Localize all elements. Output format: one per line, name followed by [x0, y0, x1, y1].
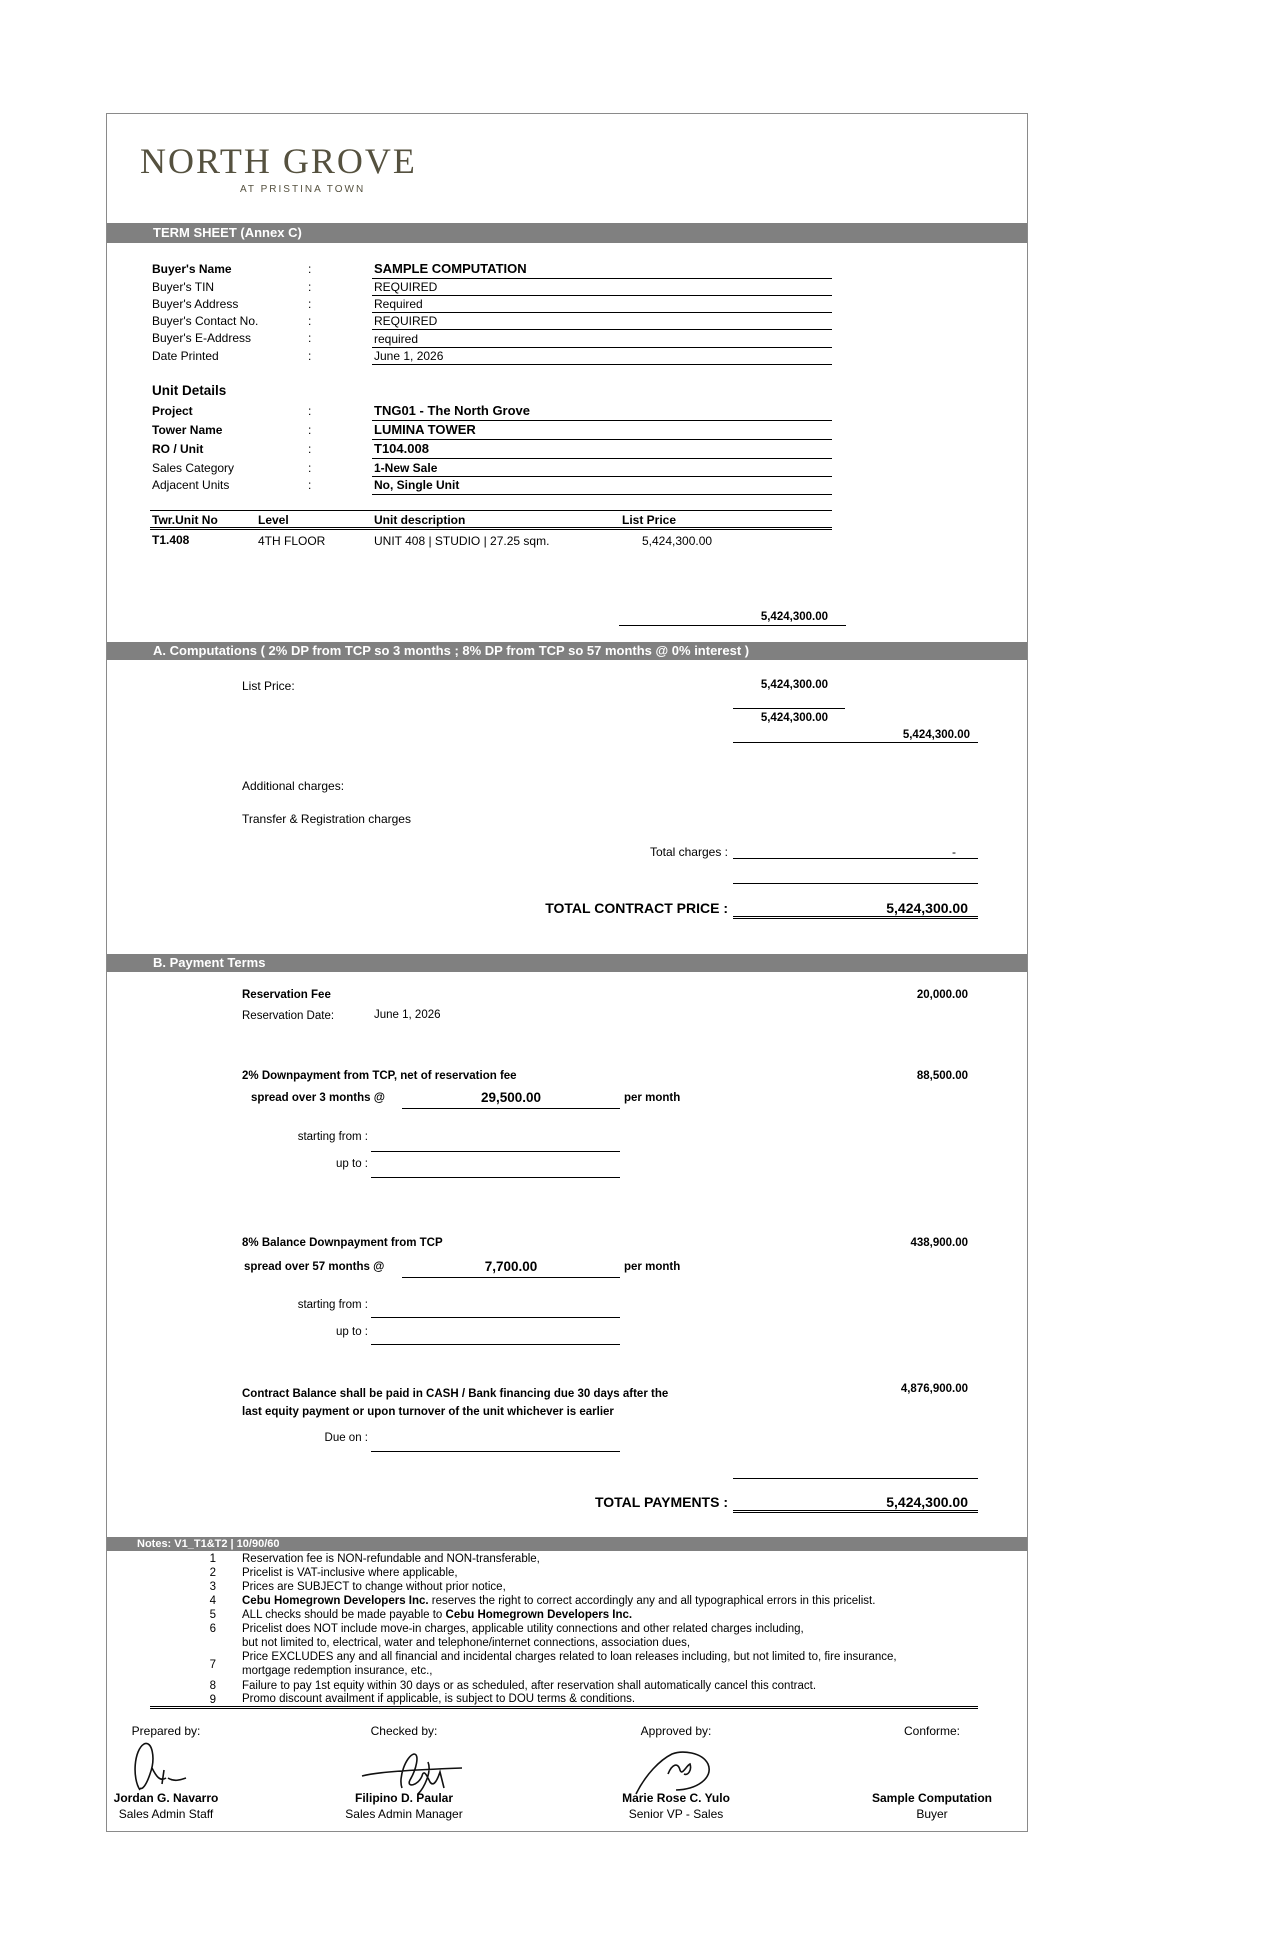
reservation-fee-value: 20,000.00 [916, 989, 968, 1001]
colon: : [308, 297, 312, 311]
note-text [242, 1609, 632, 1621]
total-contract-price-label: TOTAL CONTRACT PRICE : [545, 900, 728, 916]
note-text: Price EXCLUDES any and all financial and incidental charges related to loan releases including, but not limited to, fire insurance, [242, 1651, 897, 1663]
approved-by-label: Approved by: [640, 1724, 712, 1738]
colon: : [308, 349, 312, 363]
buyer-name-value: SAMPLE COMPUTATION [374, 261, 527, 276]
approver-name: Marie Rose C. Yulo [622, 1791, 730, 1805]
colon: : [308, 314, 312, 328]
date-printed-value: June 1, 2026 [374, 349, 444, 363]
sales-category-label: Sales Category [152, 461, 235, 475]
note-number: 1 [209, 1553, 216, 1565]
net-price-value: 5,424,300.00 [902, 729, 970, 741]
buyer-contact-label: Buyer's Contact No. [152, 314, 259, 328]
note-number: 8 [209, 1680, 216, 1692]
downpayment-2pct-value: 88,500.00 [916, 1070, 968, 1082]
colon: : [308, 331, 312, 345]
table-header-list-price: List Price [622, 513, 677, 527]
buyer-contact-value: REQUIRED [374, 314, 438, 328]
dp2-per-month: per month [624, 1261, 681, 1273]
row-level: 4TH FLOOR [258, 534, 326, 548]
colon: : [308, 442, 312, 456]
colon: : [308, 262, 312, 276]
note-text: Pricelist does NOT include move-in charges, applicable utility connections and other related charges including, [242, 1623, 804, 1635]
logo-tagline: AT PRISTINA TOWN [240, 184, 366, 195]
adjacent-units-label: Adjacent Units [152, 478, 230, 492]
preparer-title: Sales Admin Staff [118, 1807, 214, 1821]
buyer-address-value: Required [374, 297, 423, 311]
contract-balance-line1: Contract Balance shall be paid in CASH / Bank financing due 30 days after the [242, 1388, 669, 1400]
row-list-price: 5,424,300.00 [642, 534, 713, 548]
buyer-tin-value: REQUIRED [374, 280, 438, 294]
total-payments-label: TOTAL PAYMENTS : [594, 1494, 728, 1510]
company-name: Cebu Homegrown Developers Inc. [242, 1595, 429, 1607]
table-header-description: Unit description [374, 513, 466, 527]
list-price-label: List Price: [242, 679, 295, 693]
list-price-subtotal: 5,424,300.00 [760, 712, 828, 724]
total-contract-price-value: 5,424,300.00 [886, 900, 968, 916]
ro-unit-value: T104.008 [374, 441, 429, 456]
payment-terms-header: B. Payment Terms [107, 954, 1027, 972]
note-text-cont: mortgage redemption insurance, etc., [242, 1665, 433, 1677]
due-on-label: Due on : [324, 1432, 368, 1444]
note-text-start: ALL checks should be made payable to [242, 1609, 446, 1621]
note-text: Reservation fee is NON-refundable and NON-transferable, [242, 1553, 540, 1565]
computations-header: A. Computations ( 2% DP from TCP so 3 months ; 8% DP from TCP so 57 months @ 0% interest ) [107, 642, 1027, 660]
note-number: 6 [209, 1623, 216, 1635]
downpayment-8pct-value: 438,900.00 [910, 1237, 968, 1249]
total-payments-value: 5,424,300.00 [886, 1494, 968, 1510]
note-number: 2 [209, 1567, 216, 1579]
preparer-name: Jordan G. Navarro [113, 1791, 219, 1805]
buyer-address-label: Buyer's Address [152, 297, 239, 311]
checker-title: Sales Admin Manager [345, 1807, 463, 1821]
dp2-up-to-label: up to : [336, 1326, 368, 1338]
tower-name-value: LUMINA TOWER [374, 422, 476, 437]
total-charges-value: - [952, 845, 956, 859]
colon: : [308, 423, 312, 437]
table-header-level: Level [258, 513, 289, 527]
adjacent-units-value: No, Single Unit [374, 478, 460, 492]
dp2-starting-from-label: starting from : [297, 1299, 368, 1311]
colon: : [308, 280, 312, 294]
dp2-monthly-value: 7,700.00 [484, 1259, 538, 1274]
prepared-by-label: Prepared by: [131, 1724, 201, 1738]
buyer-email-value: required [374, 332, 419, 346]
list-price-value: 5,424,300.00 [760, 679, 828, 691]
colon: : [308, 404, 312, 418]
transfer-registration-label: Transfer & Registration charges [242, 812, 411, 826]
note-text [242, 1595, 875, 1607]
dp1-per-month: per month [624, 1092, 681, 1104]
notes-header: Notes: V1_T1&T2 | 10/90/60 [107, 1537, 1027, 1551]
conforme-label: Conforme: [903, 1724, 961, 1738]
tower-name-label: Tower Name [152, 423, 223, 437]
dp1-monthly-value: 29,500.00 [480, 1090, 542, 1105]
note-number: 3 [209, 1581, 216, 1593]
checker-name: Filipino D. Paular [354, 1791, 453, 1805]
row-description: UNIT 408 | STUDIO | 27.25 sqm. [374, 534, 550, 548]
total-charges-label: Total charges : [649, 845, 728, 859]
reservation-fee-label: Reservation Fee [242, 989, 331, 1001]
note-number: 5 [209, 1609, 216, 1621]
downpayment-2pct-label: 2% Downpayment from TCP, net of reservation fee [242, 1070, 517, 1082]
dp1-up-to-label: up to : [336, 1158, 368, 1170]
downpayment-8pct-label: 8% Balance Downpayment from TCP [242, 1237, 443, 1249]
conforme-name: Sample Computation [871, 1791, 992, 1805]
buyer-email-label: Buyer's E-Address [152, 331, 251, 345]
colon: : [308, 461, 312, 475]
project-label: Project [152, 404, 193, 418]
dp2-spread-label: spread over 57 months @ [244, 1261, 385, 1273]
ro-unit-label: RO / Unit [152, 442, 204, 456]
buyer-name-label: Buyer's Name [152, 262, 232, 276]
table-header-unit-no: Twr.Unit No [152, 513, 218, 527]
note-text: Pricelist is VAT-inclusive where applicable, [242, 1567, 458, 1579]
conforme-title: Buyer [916, 1807, 948, 1821]
note-text-cont: but not limited to, electrical, water and telephone/internet connections, association dues, [242, 1637, 691, 1649]
signature-navarro [130, 1738, 190, 1794]
reservation-date-value: June 1, 2026 [374, 1009, 441, 1021]
row-unit-no: T1.408 [152, 533, 190, 547]
note-text: Failure to pay 1st equity within 30 days or as scheduled, after reservation shall automatically cancel this contract. [242, 1680, 817, 1692]
note-number: 7 [209, 1659, 216, 1671]
company-name: Cebu Homegrown Developers Inc. [445, 1609, 633, 1621]
colon: : [308, 478, 312, 492]
note-text: Prices are SUBJECT to change without prior notice, [242, 1581, 506, 1593]
dp1-spread-label: spread over 3 months @ [251, 1092, 385, 1104]
dp1-starting-from-label: starting from : [297, 1131, 368, 1143]
note-text: Promo discount availment if applicable, is subject to DOU terms & conditions. [242, 1693, 636, 1705]
additional-charges-label: Additional charges: [242, 779, 345, 793]
unit-details-heading: Unit Details [152, 383, 227, 398]
contract-balance-value: 4,876,900.00 [900, 1383, 968, 1395]
note-number: 4 [209, 1595, 216, 1607]
north-grove-logo: NORTH GROVE [140, 141, 417, 181]
project-value: TNG01 - The North Grove [374, 403, 531, 418]
checked-by-label: Checked by: [370, 1724, 438, 1738]
reservation-date-label: Reservation Date: [242, 1010, 335, 1022]
term-sheet-header: TERM SHEET (Annex C) [107, 223, 1027, 243]
contract-balance-line2: last equity payment or upon turnover of the unit whichever is earlier [242, 1406, 614, 1418]
note-number: 9 [209, 1694, 216, 1706]
buyer-tin-label: Buyer's TIN [152, 280, 215, 294]
sales-category-value: 1-New Sale [374, 461, 438, 475]
note-text-rest: reserves the right to correct accordingly any and all typographical errors in this pricelist. [428, 1595, 876, 1607]
date-printed-label: Date Printed [152, 349, 219, 363]
unit-total: 5,424,300.00 [760, 611, 828, 623]
approver-title: Senior VP - Sales [628, 1807, 724, 1821]
